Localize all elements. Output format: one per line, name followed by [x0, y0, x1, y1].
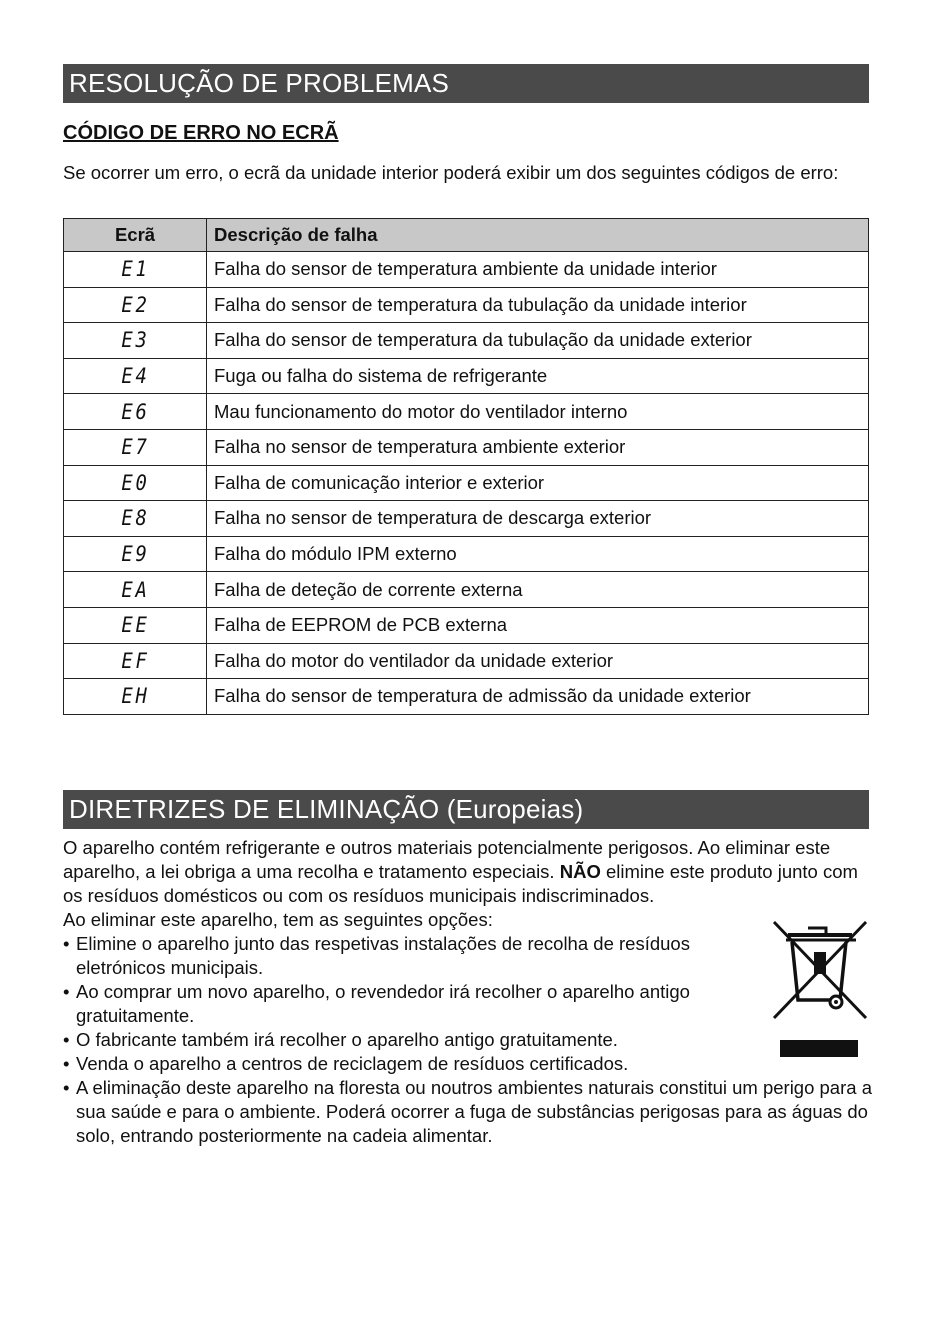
- error-code-cell: E0: [71, 465, 200, 501]
- error-code-cell: E1: [71, 252, 200, 288]
- table-row: [64, 572, 869, 608]
- error-description-cell: Falha do sensor de temperatura da tubulação da unidade exterior: [207, 323, 869, 359]
- error-code-cell: EF: [71, 643, 200, 679]
- error-code-cell: E7: [71, 429, 200, 465]
- disposal-header: DIRETRIZES DE ELIMINAÇÃO (Europeias): [63, 790, 869, 829]
- list-item: • A eliminação deste aparelho na floresta ou noutros ambientes naturais constitui um perigo para a sua saúde e para o ambiente. Poderá ocorrer a fuga de substâncias perigosas para as águas do solo, entrando posteriormente na cadeia alimentar.: [63, 1076, 873, 1148]
- error-table-body: [64, 252, 869, 715]
- error-code-cell: EE: [71, 607, 200, 643]
- list-item: • O fabricante também irá recolher o aparelho antigo gratuitamente.: [63, 1028, 873, 1052]
- table-header-row: [64, 219, 869, 252]
- error-description-cell: Falha do módulo IPM externo: [207, 536, 869, 572]
- troubleshooting-intro: Se ocorrer um erro, o ecrã da unidade interior poderá exibir um dos seguintes códigos de erro:: [63, 162, 839, 183]
- error-description-cell: Falha de deteção de corrente externa: [207, 572, 869, 608]
- table-row: [64, 358, 869, 394]
- error-description-cell: Mau funcionamento do motor do ventilador interno: [207, 394, 869, 430]
- table-row: [64, 429, 869, 465]
- error-code-subtitle: CÓDIGO DE ERRO NO ECRÃ: [63, 122, 339, 144]
- table-row: [64, 679, 869, 715]
- table-row: [64, 643, 869, 679]
- crossed-out-wheelie-bin-icon: [770, 918, 870, 1060]
- disposal-options-list: [63, 932, 873, 1148]
- table-row: [64, 536, 869, 572]
- error-description-cell: Falha do sensor de temperatura ambiente da unidade interior: [207, 252, 869, 288]
- error-code-cell: E8: [71, 501, 200, 537]
- error-code-cell: E4: [71, 358, 200, 394]
- error-description-cell: Falha no sensor de temperatura ambiente exterior: [207, 429, 869, 465]
- table-row: [64, 607, 869, 643]
- error-description-cell: Falha de EEPROM de PCB externa: [207, 607, 869, 643]
- error-code-cell: E2: [71, 287, 200, 323]
- table-row: [64, 465, 869, 501]
- column-header-code: Ecrã: [64, 219, 207, 252]
- error-description-cell: Falha de comunicação interior e exterior: [207, 465, 869, 501]
- table-row: [64, 323, 869, 359]
- error-description-cell: Falha do sensor de temperatura da tubulação da unidade interior: [207, 287, 869, 323]
- column-header-description: Descrição de falha: [207, 219, 869, 252]
- disposal-text-part1: O aparelho contém refrigerante e outros materiais potencialmente perigosos. Ao eliminar este aparelho, a lei obriga a uma recolha e tratamento especiais.: [63, 837, 831, 882]
- table-row: [64, 501, 869, 537]
- disposal-text-bold: NÃO: [559, 861, 601, 882]
- error-code-cell: E3: [71, 323, 200, 359]
- error-description-cell: Falha do motor do ventilador da unidade exterior: [207, 643, 869, 679]
- disposal-section: [63, 836, 873, 1148]
- error-code-cell: EA: [71, 572, 200, 608]
- table-row: [64, 287, 869, 323]
- table-row: [64, 394, 869, 430]
- list-item: • Ao comprar um novo aparelho, o revendedor irá recolher o aparelho antigo gratuitamente.: [63, 980, 753, 1028]
- error-description-cell: Falha no sensor de temperatura de descarga exterior: [207, 501, 869, 537]
- error-description-cell: Falha do sensor de temperatura de admissão da unidade exterior: [207, 679, 869, 715]
- error-code-cell: E9: [71, 536, 200, 572]
- disposal-options-intro: Ao eliminar este aparelho, tem as seguintes opções:: [63, 909, 493, 930]
- list-item: • Venda o aparelho a centros de reciclagem de resíduos certificados.: [63, 1052, 873, 1076]
- disposal-paragraph: [63, 836, 873, 908]
- table-row: [64, 252, 869, 288]
- error-code-cell: EH: [71, 679, 200, 715]
- troubleshooting-header: RESOLUÇÃO DE PROBLEMAS: [63, 64, 869, 103]
- error-description-cell: Fuga ou falha do sistema de refrigerante: [207, 358, 869, 394]
- error-code-cell: E6: [71, 394, 200, 430]
- disposal-text-part2: elimine este produto junto com os resíduos domésticos ou com os resíduos municipais indiscriminados.: [63, 861, 858, 906]
- list-item: • Elimine o aparelho junto das respetivas instalações de recolha de resíduos eletrónicos municipais.: [63, 932, 753, 980]
- error-code-table: [63, 218, 869, 715]
